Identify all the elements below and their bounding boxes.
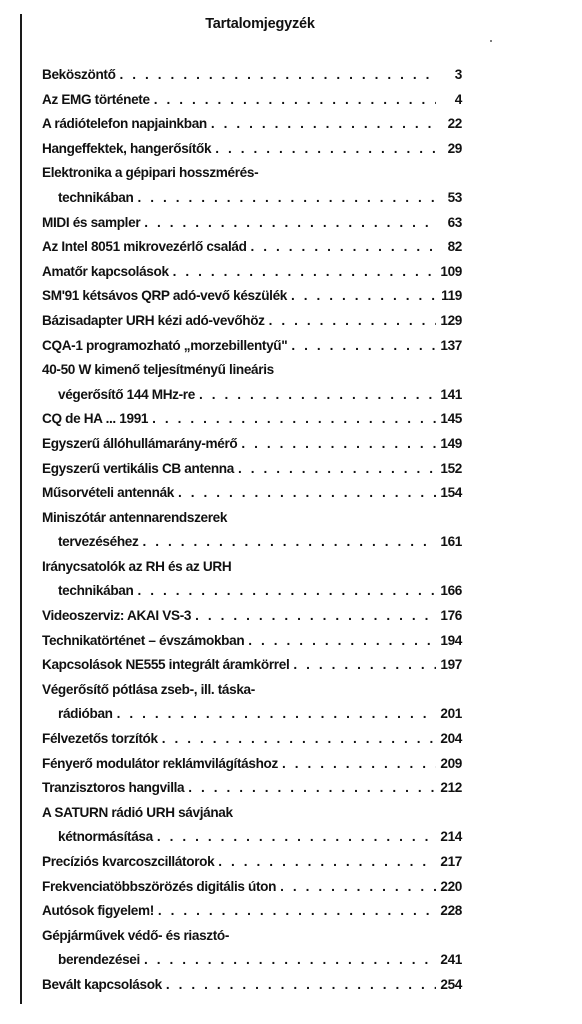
toc-entry [42, 112, 462, 137]
toc-entry-title: Videoszerviz: AKAI VS-3 [42, 608, 192, 624]
toc-entry-title: Amatőr kapcsolások [42, 263, 169, 279]
toc-entry-title: MIDI és sampler [42, 214, 141, 230]
toc-entry-title: berendezései [58, 952, 140, 968]
toc-entry-page-number: 109 [440, 263, 462, 279]
toc-entry-page-number: 220 [440, 878, 462, 894]
toc-entry-row [42, 432, 462, 457]
dot-leader [293, 653, 436, 678]
toc-entry-page-number: 212 [440, 780, 462, 796]
toc-entry-page-number: 201 [440, 706, 462, 722]
toc-entry [42, 801, 462, 850]
dot-leader [211, 112, 436, 137]
toc-entry [42, 899, 462, 924]
toc-entry [42, 875, 462, 900]
toc-entry [42, 604, 462, 629]
toc-entry [42, 678, 462, 727]
dot-leader [152, 407, 436, 432]
toc-entry-title-line: Gépjárművek védő- és riasztó- [42, 927, 230, 943]
toc-entry [42, 973, 462, 998]
toc-entry-page-number: 137 [440, 337, 462, 353]
toc-entry-row [42, 457, 462, 482]
table-of-contents [42, 63, 462, 998]
toc-entry-row [42, 284, 462, 309]
dot-leader [291, 334, 436, 359]
toc-entry-page-number: 22 [447, 116, 462, 132]
page-title: Tartalomjegyzék [205, 16, 315, 32]
toc-entry-row [42, 530, 462, 555]
toc-entry-title: Az EMG története [42, 91, 150, 107]
toc-entry-row [42, 579, 462, 604]
toc-entry [42, 309, 462, 334]
toc-entry-title-line: Miniszótár antennarendszerek [42, 509, 228, 525]
toc-entry-row [42, 875, 462, 900]
toc-entry [42, 506, 462, 555]
toc-entry-page-number: 204 [440, 731, 462, 747]
toc-entry [42, 924, 462, 973]
toc-entry-row [42, 260, 462, 285]
dot-leader [269, 309, 436, 334]
dot-leader [117, 702, 436, 727]
toc-entry [42, 727, 462, 752]
toc-entry-page-number: 254 [440, 976, 462, 992]
toc-entry-title: technikában [58, 583, 134, 599]
dot-leader [137, 186, 436, 211]
toc-entry-page-number: 209 [440, 755, 462, 771]
toc-entry-row [42, 629, 462, 654]
dot-leader [144, 948, 436, 973]
toc-entry-row [42, 211, 462, 236]
toc-entry-row [42, 850, 462, 875]
dot-leader [291, 284, 436, 309]
toc-entry-row [42, 112, 462, 137]
toc-entry [42, 653, 462, 678]
toc-entry-row [42, 481, 462, 506]
toc-entry-page-number: 194 [440, 632, 462, 648]
toc-entry-title: Bevált kapcsolások [42, 976, 162, 992]
toc-entry [42, 629, 462, 654]
toc-entry [42, 161, 462, 210]
toc-entry-row [42, 948, 462, 973]
toc-entry [42, 358, 462, 407]
dot-leader [137, 579, 436, 604]
toc-entry-page-number: 152 [440, 460, 462, 476]
toc-entry-page-number: 228 [440, 903, 462, 919]
dot-leader [215, 137, 436, 162]
toc-entry-row [42, 899, 462, 924]
dot-leader [238, 457, 436, 482]
toc-entry-row [42, 88, 462, 113]
toc-entry-title: tervezéséhez [58, 534, 139, 550]
toc-entry-page-number: 53 [447, 189, 462, 205]
dot-leader [162, 727, 436, 752]
toc-entry [42, 432, 462, 457]
toc-entry-title: rádióban [58, 706, 113, 722]
toc-entry-title: Műsorvételi antennák [42, 485, 174, 501]
dot-leader [195, 604, 436, 629]
toc-entry-row [42, 186, 462, 211]
dot-leader [142, 530, 436, 555]
toc-entry-title: Kapcsolások NE555 integrált áramkörrel [42, 657, 290, 673]
print-speck [490, 40, 492, 42]
dot-leader [173, 260, 436, 285]
toc-entry-title: végerősítő 144 MHz-re [58, 386, 195, 402]
toc-entry [42, 284, 462, 309]
toc-entry-title: Frekvenciatöbbszörözés digitális úton [42, 878, 277, 894]
toc-entry-row [42, 235, 462, 260]
toc-entry [42, 334, 462, 359]
toc-entry [42, 850, 462, 875]
toc-entry-title: Tranzisztoros hangvilla [42, 780, 185, 796]
toc-entry-row [42, 727, 462, 752]
toc-entry-row [42, 776, 462, 801]
toc-entry-page-number: 197 [440, 657, 462, 673]
toc-entry-title: CQA-1 programozható „morzebillentyű" [42, 337, 288, 353]
toc-entry [42, 63, 462, 88]
toc-entry-row [42, 702, 462, 727]
toc-entry-title: Félvezetős torzítók [42, 731, 158, 747]
left-margin-rule [20, 14, 22, 1004]
toc-entry-page-number: 63 [447, 214, 462, 230]
dot-leader [166, 973, 436, 998]
toc-entry-row [42, 752, 462, 777]
toc-entry-title-line: A SATURN rádió URH sávjának [42, 804, 233, 820]
toc-entry [42, 457, 462, 482]
toc-entry-title: Autósok figyelem! [42, 903, 154, 919]
toc-entry-page-number: 154 [440, 485, 462, 501]
toc-entry-page-number: 161 [440, 534, 462, 550]
toc-entry-title: technikában [58, 189, 134, 205]
toc-entry-row [42, 137, 462, 162]
dot-leader [282, 752, 436, 777]
toc-entry-row [42, 309, 462, 334]
toc-entry-page-number: 82 [447, 239, 462, 255]
dot-leader [280, 875, 436, 900]
toc-entry-page-number: 166 [440, 583, 462, 599]
toc-entry-title: Egyszerű állóhullámarány-mérő [42, 435, 238, 451]
toc-entry-row [42, 334, 462, 359]
toc-entry-title-line: 40-50 W kimenő teljesítményű lineáris [42, 362, 274, 378]
toc-entry-title: Beköszöntő [42, 67, 116, 82]
toc-entry-page-number: 29 [447, 140, 462, 156]
toc-entry-row [42, 825, 462, 850]
toc-entry-page-number: 149 [440, 435, 462, 451]
toc-entry-title-line: Végerősítő pótlása zseb-, ill. táska- [42, 681, 255, 697]
toc-entry [42, 235, 462, 260]
dot-leader [158, 899, 436, 924]
toc-entry [42, 137, 462, 162]
toc-entry-row [42, 383, 462, 408]
dot-leader [241, 432, 436, 457]
toc-entry [42, 407, 462, 432]
toc-entry-title: SM'91 kétsávos QRP adó-vevő készülék [42, 288, 288, 304]
toc-entry-page-number: 176 [440, 608, 462, 624]
toc-entry-page-number: 4 [454, 91, 462, 107]
toc-entry [42, 211, 462, 236]
toc-entry-row [42, 604, 462, 629]
toc-entry-page-number: 217 [440, 854, 462, 869]
dot-leader [157, 825, 436, 850]
toc-entry-title: Hangeffektek, hangerősítők [42, 140, 212, 156]
toc-entry-title-line: Iránycsatolók az RH és az URH [42, 558, 232, 574]
toc-entry-title: Precíziós kvarcoszcillátorok [42, 854, 215, 869]
toc-entry-page-number: 141 [440, 386, 462, 402]
toc-entry-row [42, 653, 462, 678]
toc-entry-title-line: Elektronika a gépipari hosszmérés- [42, 165, 259, 181]
dot-leader [188, 776, 436, 801]
dot-leader [248, 629, 436, 654]
toc-entry [42, 752, 462, 777]
toc-entry [42, 88, 462, 113]
dot-leader [251, 235, 436, 260]
toc-entry-page-number: 119 [441, 288, 462, 304]
dot-leader [199, 383, 436, 408]
toc-entry-page-number: 129 [440, 312, 462, 328]
toc-entry [42, 260, 462, 285]
toc-entry-page-number: 214 [440, 829, 462, 845]
toc-entry-page-number: 3 [454, 67, 462, 82]
toc-entry-row [42, 407, 462, 432]
toc-entry [42, 555, 462, 604]
toc-entry-title: Az Intel 8051 mikrovezérlő család [42, 239, 247, 255]
dot-leader [178, 481, 436, 506]
toc-entry-row [42, 973, 462, 998]
toc-entry-row [42, 63, 462, 88]
toc-entry-title: A rádiótelefon napjainkban [42, 116, 207, 132]
toc-entry-title: CQ de HA ... 1991 [42, 411, 149, 427]
toc-entry-page-number: 145 [440, 411, 462, 427]
dot-leader [154, 88, 436, 113]
toc-entry-title: Fényerő modulátor reklámvilágításhoz [42, 755, 278, 771]
toc-entry [42, 776, 462, 801]
toc-entry-title: Egyszerű vertikális CB antenna [42, 460, 234, 476]
dot-leader [144, 211, 436, 236]
toc-entry-page-number: 241 [440, 952, 462, 968]
dot-leader [218, 850, 436, 875]
toc-entry [42, 481, 462, 506]
toc-entry-title: Technikatörténet – évszámokban [42, 632, 245, 648]
dot-leader [120, 63, 436, 88]
toc-entry-title: Bázisadapter URH kézi adó-vevőhöz [42, 312, 265, 328]
toc-entry-title: kétnormásítása [58, 829, 153, 845]
